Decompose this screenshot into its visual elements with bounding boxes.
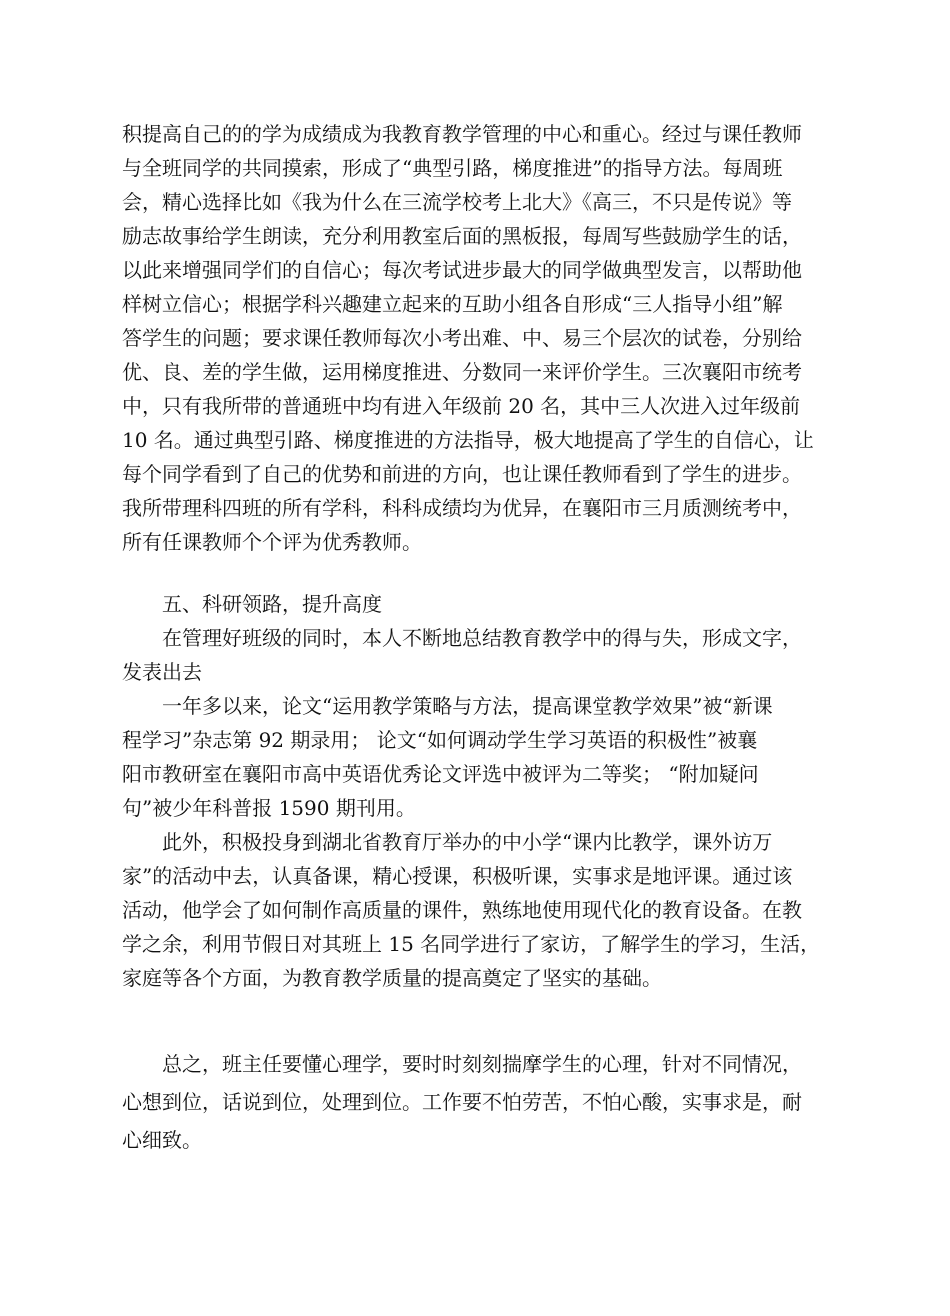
paragraph-line: 句”被少年科普报 1590 期刊用。 — [122, 796, 416, 820]
paragraph-line: 会，精心选择比如《我为什么在三流学校考上北大》《高三，不只是传说》等 — [122, 190, 792, 214]
paragraph-line: 在管理好班级的同时，本人不断地总结教育教学中的得与失，形成文字， — [162, 626, 802, 650]
paragraph-line: 优、良、差的学生做，运用梯度推进、分数同一来评价学生。三次襄阳市统考 — [122, 360, 802, 384]
paragraph-line: 阳市教研室在襄阳市高中英语优秀论文评选中被评为二等奖； “附加疑问 — [122, 762, 759, 786]
paragraph-line: 所有任课教师个个评为优秀教师。 — [122, 530, 422, 554]
paragraph-line: 家庭等各个方面，为教育教学质量的提高奠定了坚实的基础。 — [122, 966, 662, 990]
paragraph-line: 总之，班主任要懂心理学，要时时刻刻揣摩学生的心理，针对不同情况， — [162, 1052, 802, 1076]
paragraph-line: 中，只有我所带的普通班中均有进入年级前 20 名，其中三人次进入过年级前 — [122, 394, 801, 418]
paragraph-line: 心细致。 — [122, 1128, 202, 1152]
section-heading: 五、科研领路，提升高度 — [162, 592, 382, 616]
paragraph-line: 答学生的问题；要求课任教师每次小考出难、中、易三个层次的试卷，分别给 — [122, 326, 802, 350]
paragraph-line: 学之余，利用节假日对其班上 15 名同学进行了家访，了解学生的学习，生活， — [122, 932, 821, 956]
paragraph-line: 励志故事给学生朗读，充分利用教室后面的黑板报，每周写些鼓励学生的话， — [122, 224, 802, 248]
paragraph-line: 每个同学看到了自己的优势和前进的方向，也让课任教师看到了学生的进步。 — [122, 462, 802, 486]
paragraph-line: 我所带理科四班的所有学科，科科成绩均为优异，在襄阳市三月质测统考中， — [122, 496, 802, 520]
paragraph-line: 与全班同学的共同摸索，形成了“典型引路，梯度推进”的指导方法。每周班 — [122, 156, 783, 180]
paragraph-line: 活动，他学会了如何制作高质量的课件，熟练地使用现代化的教育设备。在教 — [122, 898, 802, 922]
paragraph-line: 程学习”杂志第 92 期录用； 论文“如何调动学生学习英语的积极性”被襄 — [122, 728, 758, 752]
paragraph-line: 积提高自己的的学为成绩成为我教育教学管理的中心和重心。经过与课任教师 — [122, 122, 802, 146]
paragraph-line: 发表出去 — [122, 660, 202, 684]
paragraph-line: 以此来增强同学们的自信心；每次考试进步最大的同学做典型发言，以帮助他 — [122, 258, 802, 282]
paragraph-line: 样树立信心；根据学科兴趣建立起来的互助小组各自形成“三人指导小组”解 — [122, 292, 783, 316]
paragraph-line: 10 名。通过典型引路、梯度推进的方法指导，极大地提高了学生的自信心，让 — [122, 428, 814, 452]
paragraph-line: 家”的活动中去，认真备课，精心授课，积极听课，实事求是地评课。通过该 — [122, 864, 793, 888]
paragraph-line: 心想到位，话说到位，处理到位。工作要不怕劳苦，不怕心酸，实事求是，耐 — [122, 1090, 802, 1114]
paragraph-line: 此外，积极投身到湖北省教育厅举办的中小学“课内比教学，课外访万 — [162, 830, 773, 854]
paragraph-line: 一年多以来，论文“运用教学策略与方法，提高课堂教学效果”被“新课 — [162, 694, 773, 718]
